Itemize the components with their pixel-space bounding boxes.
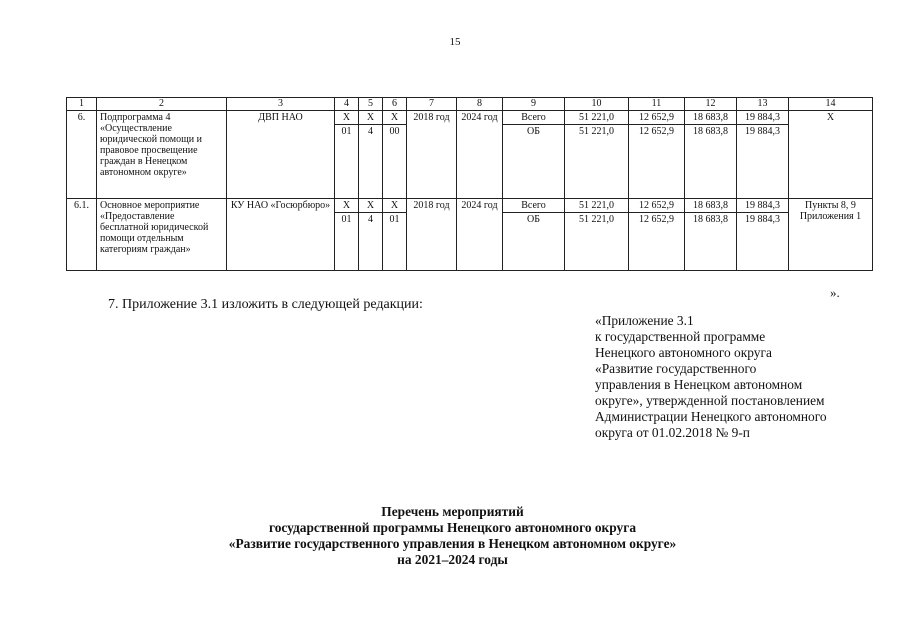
column-header: 1 bbox=[67, 98, 97, 111]
amount-cell: 51 221,0 bbox=[565, 213, 629, 271]
page-number: 15 bbox=[449, 36, 461, 48]
column-header: 11 bbox=[629, 98, 685, 111]
amount-cell: 12 652,9 bbox=[629, 199, 685, 213]
title-line: на 2021–2024 годы bbox=[397, 552, 508, 567]
amendment-instruction: 7. Приложение 3.1 изложить в следующей редакции: bbox=[108, 297, 423, 312]
column-header: 3 bbox=[227, 98, 335, 111]
amount-cell: 19 884,3 bbox=[737, 125, 789, 199]
table-row bbox=[67, 111, 873, 125]
column-header: 7 bbox=[407, 98, 457, 111]
amount-cell: 18 683,8 bbox=[685, 213, 737, 271]
appendix-line: округа от 01.02.2018 № 9-п bbox=[595, 425, 750, 440]
code-cell: 01 bbox=[335, 125, 359, 199]
column-header: 5 bbox=[359, 98, 383, 111]
code-cell: 01 bbox=[383, 213, 407, 271]
activity-name: Основное мероприятие «Предоставление бесплатной юридической помощи отдельным категориям граждан» bbox=[97, 199, 227, 271]
code-cell: 4 bbox=[359, 125, 383, 199]
title-line: «Развитие государственного управления в Ненецком автономном округе» bbox=[228, 536, 677, 551]
code-cell: Х bbox=[335, 199, 359, 213]
code-cell: Х bbox=[335, 111, 359, 125]
code-cell: Х bbox=[359, 111, 383, 125]
table-row bbox=[67, 199, 873, 213]
title-line: государственной программы Ненецкого автономного округа bbox=[268, 520, 637, 535]
note-cell: Х bbox=[789, 111, 873, 199]
amount-cell: 12 652,9 bbox=[629, 213, 685, 271]
list-title bbox=[200, 504, 705, 568]
start-year: 2018 год bbox=[407, 111, 457, 199]
column-header: 13 bbox=[737, 98, 789, 111]
code-cell: Х bbox=[383, 199, 407, 213]
row-number: 6. bbox=[67, 111, 97, 199]
column-header: 14 bbox=[789, 98, 873, 111]
appendix-line: округе», утвержденной постановлением bbox=[595, 393, 825, 408]
column-header: 9 bbox=[503, 98, 565, 111]
funding-source: Всего bbox=[503, 111, 565, 125]
appendix-line: управления в Ненецком автономном bbox=[595, 377, 803, 392]
row-number: 6.1. bbox=[67, 199, 97, 271]
column-header: 2 bbox=[97, 98, 227, 111]
amount-cell: 19 884,3 bbox=[737, 199, 789, 213]
amount-cell: 19 884,3 bbox=[737, 111, 789, 125]
amount-cell: 18 683,8 bbox=[685, 125, 737, 199]
end-year: 2024 год bbox=[457, 199, 503, 271]
amount-cell: 51 221,0 bbox=[565, 199, 629, 213]
closing-quote-mark: ». bbox=[830, 285, 840, 300]
column-header: 12 bbox=[685, 98, 737, 111]
amount-cell: 12 652,9 bbox=[629, 111, 685, 125]
code-cell: Х bbox=[383, 111, 407, 125]
activities-table bbox=[66, 97, 873, 271]
executor: ДВП НАО bbox=[227, 111, 335, 199]
column-header: 6 bbox=[383, 98, 407, 111]
funding-source: ОБ bbox=[503, 213, 565, 271]
column-header: 4 bbox=[335, 98, 359, 111]
funding-source: ОБ bbox=[503, 125, 565, 199]
appendix-line: Ненецкого автономного округа bbox=[595, 345, 772, 360]
appendix-header bbox=[595, 313, 855, 441]
executor: КУ НАО «Госюрбюро» bbox=[227, 199, 335, 271]
appendix-line: Администрации Ненецкого автономного bbox=[595, 409, 827, 424]
title-line: Перечень мероприятий bbox=[381, 504, 524, 519]
table-header-row bbox=[67, 98, 873, 111]
amount-cell: 18 683,8 bbox=[685, 111, 737, 125]
column-header: 10 bbox=[565, 98, 629, 111]
appendix-line: к государственной программе bbox=[595, 329, 766, 344]
activity-name: Подпрограмма 4 «Осуществление юридической помощи и правовое просвещение граждан в Ненецком автономном округе» bbox=[97, 111, 227, 199]
note-cell: Пункты 8, 9 Приложения 1 bbox=[789, 199, 873, 271]
funding-source: Всего bbox=[503, 199, 565, 213]
amount-cell: 19 884,3 bbox=[737, 213, 789, 271]
start-year: 2018 год bbox=[407, 199, 457, 271]
amount-cell: 51 221,0 bbox=[565, 125, 629, 199]
appendix-line: «Приложение 3.1 bbox=[595, 313, 694, 328]
code-cell: 01 bbox=[335, 213, 359, 271]
code-cell: Х bbox=[359, 199, 383, 213]
code-cell: 4 bbox=[359, 213, 383, 271]
column-header: 8 bbox=[457, 98, 503, 111]
code-cell: 00 bbox=[383, 125, 407, 199]
end-year: 2024 год bbox=[457, 111, 503, 199]
appendix-line: «Развитие государственного bbox=[595, 361, 757, 376]
amount-cell: 12 652,9 bbox=[629, 125, 685, 199]
amount-cell: 18 683,8 bbox=[685, 199, 737, 213]
amount-cell: 51 221,0 bbox=[565, 111, 629, 125]
